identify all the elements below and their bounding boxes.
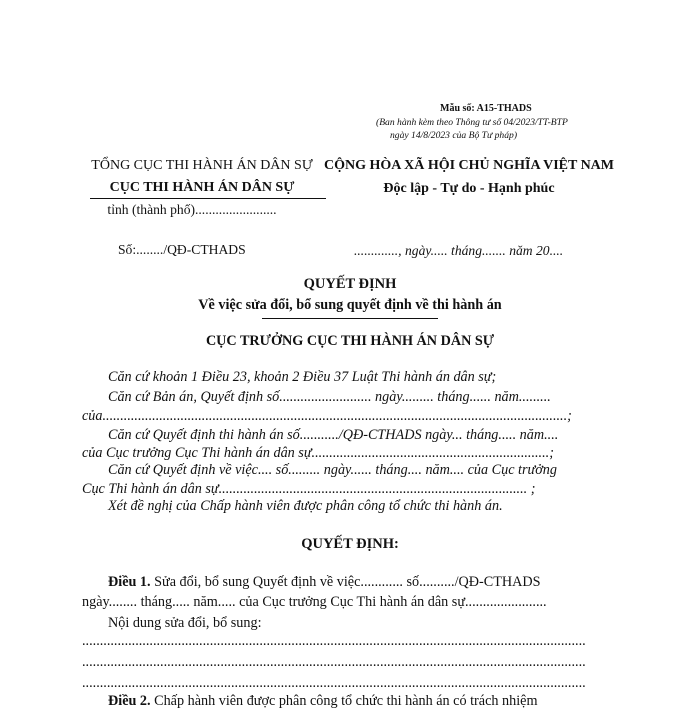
basis-line: Xét đề nghị của Chấp hành viên được phân công tổ chức thi hành án. bbox=[108, 498, 503, 514]
form-code: Mẫu số: A15-THADS bbox=[440, 103, 532, 114]
agency-underline bbox=[90, 198, 326, 199]
article1-content-label: Nội dung sửa đổi, bổ sung: bbox=[108, 615, 262, 631]
basis-line: Căn cứ Quyết định về việc.... số......... ngày...... tháng.... năm.... của Cục trưởng bbox=[108, 462, 557, 478]
nation-name: CỘNG HÒA XÃ HỘI CHỦ NGHĨA VIỆT NAM bbox=[323, 158, 614, 173]
article2-text: Chấp hành viên được phân công tổ chức thi hành án có trách nhiệm bbox=[150, 694, 538, 708]
basis-line: Căn cứ Bản án, Quyết định số.......................... ngày......... tháng...... năm......... bbox=[108, 389, 551, 405]
form-issued-line2: ngày 14/8/2023 của Bộ Tư pháp) bbox=[390, 130, 518, 141]
article1-label: Điều 1. bbox=[108, 574, 151, 590]
article1-line1 bbox=[108, 575, 541, 589]
document-title: QUYẾT ĐỊNH bbox=[303, 276, 397, 292]
basis-line: của...................................................................................................................................; bbox=[82, 408, 572, 424]
decision-number: Số:......../QĐ-CTHADS bbox=[118, 242, 246, 257]
nation-motto: Độc lập - Tự do - Hạnh phúc bbox=[383, 181, 555, 196]
article1-dots: .............................................................................................................................................. bbox=[82, 634, 586, 649]
article2-line1 bbox=[108, 694, 628, 708]
basis-line: Căn cứ Quyết định thi hành án số.........../QĐ-CTHADS ngày... tháng..... năm.... bbox=[108, 427, 559, 443]
basis-line: Cục Thi hành án dân sự....................................................................................... ; bbox=[82, 481, 536, 497]
agency-name: CỤC THI HÀNH ÁN DÂN SỰ bbox=[109, 180, 295, 195]
article1-text: Sửa đổi, bổ sung Quyết định về việc............ số........../QĐ-CTHADS bbox=[150, 574, 541, 590]
basis-line: Căn cứ khoản 1 Điều 23, khoản 2 Điều 37 Luật Thi hành án dân sự; bbox=[108, 369, 497, 385]
subject-underline bbox=[262, 318, 438, 319]
form-issued-line1: (Ban hành kèm theo Thông tư số 04/2023/TT-BTP bbox=[376, 117, 568, 128]
article1-dots: .............................................................................................................................................. bbox=[82, 655, 586, 670]
agency-province: tỉnh (thành phố)........................ bbox=[107, 202, 277, 217]
issuing-authority: CỤC TRƯỞNG CỤC THI HÀNH ÁN DÂN SỰ bbox=[205, 333, 495, 349]
article1-line2: ngày........ tháng..... năm..... của Cục trưởng Cục Thi hành án dân sự....................... bbox=[82, 594, 547, 610]
article2-label: Điều 2. bbox=[108, 694, 151, 708]
date-place: ............., ngày..... tháng....... năm 20.... bbox=[354, 243, 564, 258]
document-subject: Về việc sửa đổi, bổ sung quyết định về thi hành án bbox=[198, 297, 502, 313]
basis-line: của Cục trưởng Cục Thi hành án dân sự...................................................................; bbox=[82, 445, 554, 461]
article1-dots: .............................................................................................................................................. bbox=[82, 676, 586, 691]
agency-parent: TỔNG CỤC THI HÀNH ÁN DÂN SỰ bbox=[91, 158, 313, 173]
decision-heading: QUYẾT ĐỊNH: bbox=[301, 536, 399, 552]
